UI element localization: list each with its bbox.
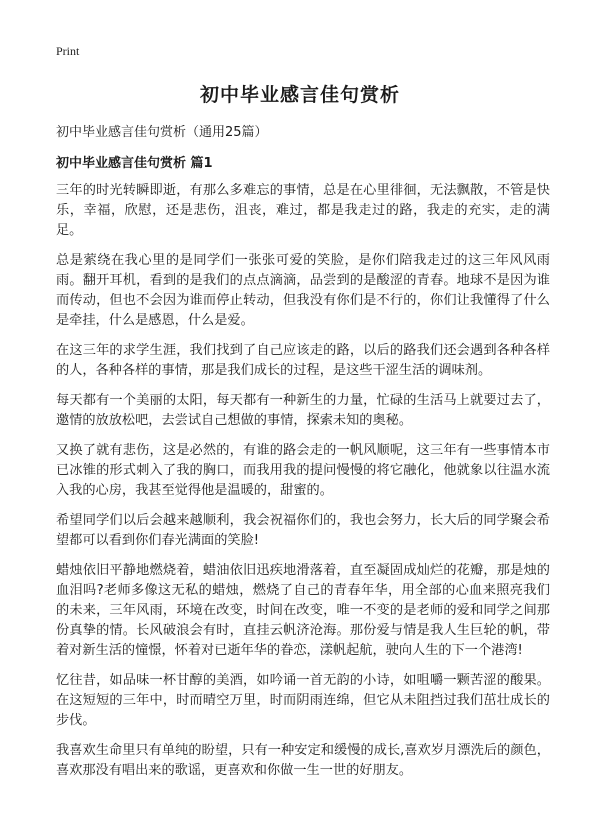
paragraph: 忆往昔，如品味一杯甘醇的美酒，如吟诵一首无韵的小诗，如咀嚼一颗苦涩的酸果。在这短短的三年中，时而晴空万里，时而阴雨连绵，但它从未阻挡过我们茁壮成长的步伐。 (56, 673, 550, 728)
paragraph: 蜡烛依旧平静地燃烧着，蜡油依旧迅疾地滑落着，直至凝固成灿烂的花瓣，那是烛的血泪吗?老师多像这无私的蜡烛，燃烧了自己的青春年华，用全部的心血来照亮我们的未来，三年风雨，环境在改变，时间在改变，唯一不变的是老师的爱和同学之间那份真挚的情。长风破浪会有时，直挂云帆济沧海。那份爱与情是我人生巨轮的帆，带着对新生活的憧憬，怀着对已逝年华的眷恋，漾帆起航，驶向人生的下一个港湾! (56, 563, 550, 658)
paragraph: 三年的时光转瞬即逝，有那么多难忘的事情，总是在心里徘徊，无法飘散，不管是快乐，幸福，欣慰，还是悲伤，沮丧，难过，都是我走过的路，我走的充实，走的满足。 (56, 183, 550, 238)
paragraph: 希望同学们以后会越来越顺利，我会祝福你们的，我也会努力，长大后的同学聚会希望都可以看到你们春光满面的笑脸! (56, 513, 550, 548)
article-body (56, 181, 550, 791)
section-heading: 初中毕业感言佳句赏析 篇1 (56, 156, 213, 171)
print-link[interactable]: Print (56, 44, 80, 58)
paragraph: 每天都有一个美丽的太阳，每天都有一种新生的力量，忙碌的生活马上就要过去了，邀情的放放松吧，去尝试自己想做的事情，探索未知的奥秘。 (56, 393, 550, 428)
paragraph: 在这三年的求学生涯，我们找到了自己应该走的路，以后的路我们还会遇到各种各样的人，各种各样的事情，那是我们成长的过程，是这些干涩生活的调味剂。 (56, 343, 550, 378)
paragraph: 我喜欢生命里只有单纯的盼望，只有一种安定和缓慢的成长,喜欢岁月漂洗后的颜色，喜欢那没有唱出来的歌谣，更喜欢和你做一生一世的好朋友。 (56, 743, 550, 778)
document-subtitle: 初中毕业感言佳句赏析（通用25篇） (56, 125, 268, 140)
page-title: 初中毕业感言佳句赏析 (199, 84, 400, 106)
paragraph: 又换了就有悲伤，这是必然的，有谁的路会走的一帆风顺呢，这三年有一些事情本市已冰锥的形式刺入了我的胸口，而我用我的提问慢慢的将它融化，他就象以往温水流入我的心房，我甚至觉得他是温暖的，甜蜜的。 (56, 443, 550, 498)
paragraph: 总是萦绕在我心里的是同学们一张张可爱的笑脸，是你们陪我走过的这三年风风雨雨。翻开耳机，看到的是我们的点点滴滴，品尝到的是酸涩的青春。地球不是因为谁而传动，但也不会因为谁而停止转动，但我没有你们是不行的，你们让我懂得了什么是牵挂，什么是感恩，什么是爱。 (56, 253, 550, 328)
